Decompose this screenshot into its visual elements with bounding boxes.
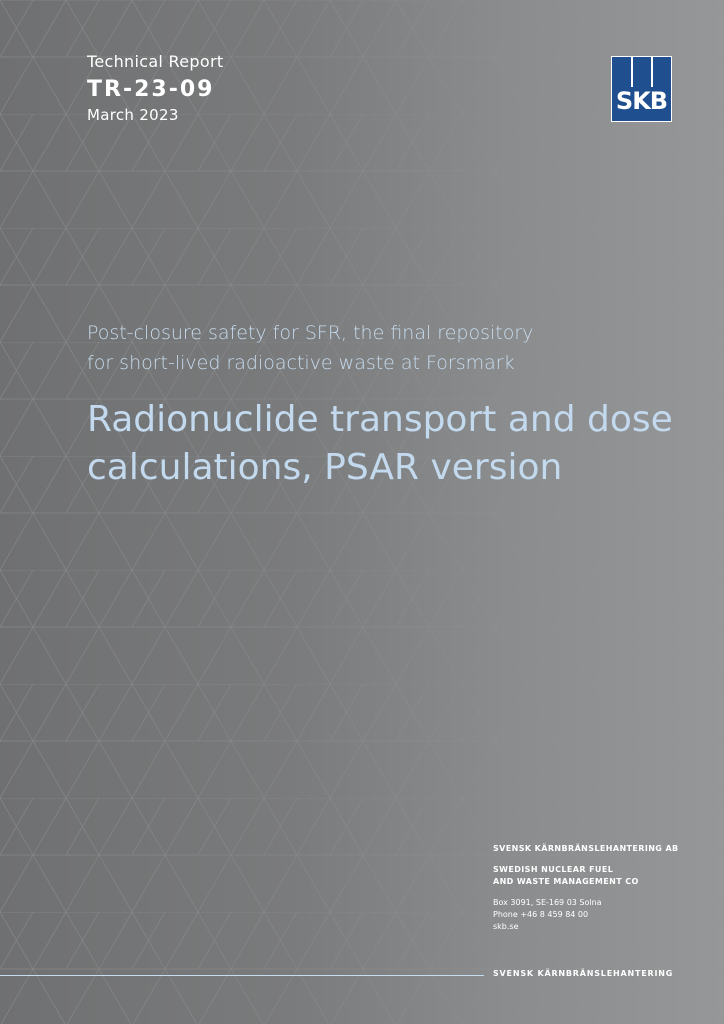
report-type: Technical Report	[87, 52, 224, 71]
cover-title	[87, 396, 707, 492]
subtitle-line-2: for short-lived radioactive waste at Forsmark	[87, 352, 515, 374]
logo-text: SKB	[615, 87, 668, 115]
company-website[interactable]: skb.se	[493, 922, 519, 931]
footer-brand: SVENSK KÄRNBRÄNSLEHANTERING	[493, 969, 674, 978]
company-info	[493, 843, 679, 933]
company-phone: Phone +46 8 459 84 00	[493, 910, 589, 919]
cover-subtitle	[87, 318, 647, 378]
company-address: Box 3091, SE-169 03 Solna	[493, 898, 602, 907]
company-english-name-line-1: SWEDISH NUCLEAR FUEL	[493, 865, 614, 874]
skb-logo	[611, 56, 672, 122]
title-line-1: Radionuclide transport and dose	[87, 399, 673, 440]
footer-divider	[0, 975, 484, 976]
report-number: TR-23-09	[87, 77, 215, 102]
company-name: SVENSK KÄRNBRÄNSLEHANTERING AB	[493, 844, 679, 853]
title-line-2: calculations, PSAR version	[87, 447, 563, 488]
company-english-name-line-2: AND WASTE MANAGEMENT CO	[493, 877, 639, 886]
subtitle-line-1: Post-closure safety for SFR, the final repository	[87, 322, 534, 344]
report-date: March 2023	[87, 106, 179, 124]
